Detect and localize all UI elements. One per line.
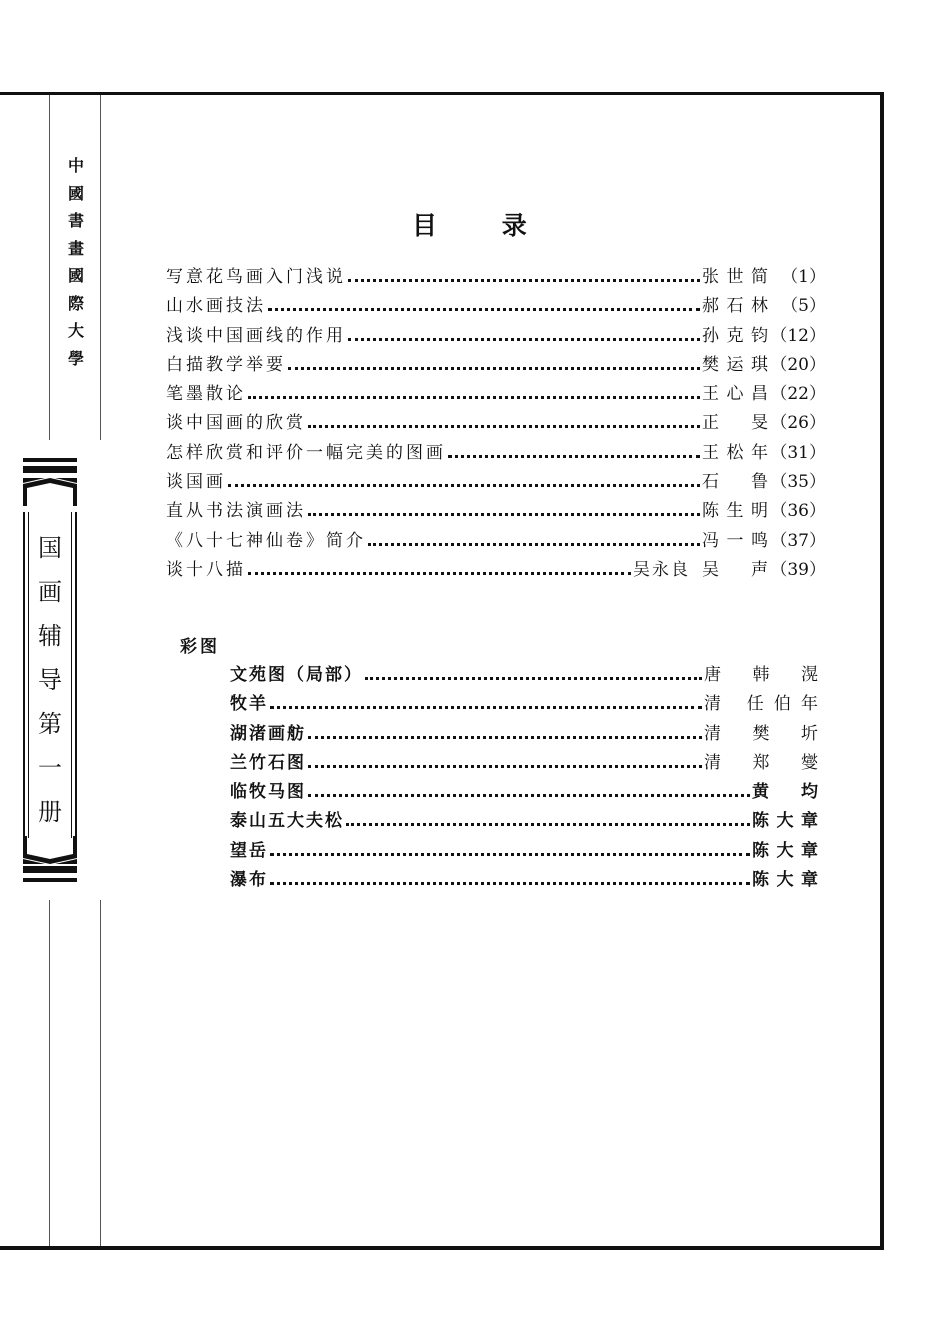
toc-entry bbox=[166, 291, 826, 320]
plate-artist: 黄 均 bbox=[752, 782, 818, 803]
toc-entry-author: 石 鲁 bbox=[702, 472, 768, 493]
toc-entry-title: 谈中国画的欣赏 bbox=[166, 413, 306, 434]
series-char: 第 bbox=[38, 710, 62, 738]
toc-entry bbox=[166, 526, 826, 555]
toc-entry bbox=[166, 467, 826, 496]
toc-entry bbox=[166, 408, 826, 437]
plate-entry bbox=[230, 836, 818, 865]
toc-entry-title: 写意花鸟画入门浅说 bbox=[166, 267, 346, 287]
leader-dots bbox=[270, 853, 750, 856]
leader-dots bbox=[270, 706, 702, 709]
toc-entry-page: （20） bbox=[770, 354, 826, 375]
toc-entry-page: （26） bbox=[770, 413, 826, 434]
series-char: 导 bbox=[38, 666, 62, 694]
toc-entry-title: 怎样欣赏和评价一幅完美的图画 bbox=[166, 442, 446, 463]
plates-list bbox=[230, 660, 818, 894]
leader-dots bbox=[308, 765, 702, 768]
toc-entry-author: 冯一鸣 bbox=[702, 530, 768, 551]
plate-entry bbox=[230, 660, 818, 689]
chevron-down-ornament bbox=[23, 836, 77, 864]
toc-entry bbox=[166, 496, 826, 525]
leader-dots bbox=[268, 308, 700, 311]
toc-entry-author: 陈生明 bbox=[702, 501, 768, 522]
toc-entry bbox=[166, 438, 826, 467]
chevron-up-ornament bbox=[23, 478, 77, 506]
ornament-bar bbox=[23, 866, 77, 873]
leader-dots bbox=[270, 882, 750, 885]
plate-artist: 陈大章 bbox=[752, 840, 818, 861]
toc-entry-title: 浅谈中国画线的作用 bbox=[166, 325, 346, 346]
toc-entry bbox=[166, 555, 826, 584]
series-char: 辅 bbox=[38, 622, 62, 650]
plate-artist: 清 任伯年 bbox=[704, 694, 818, 715]
series-label-box bbox=[23, 512, 77, 838]
spine-char: 國 bbox=[67, 183, 84, 203]
plate-title: 临牧马图 bbox=[230, 782, 306, 803]
toc-entry-page: （39） bbox=[770, 559, 826, 580]
plate-title: 泰山五大夫松 bbox=[230, 811, 344, 832]
leader-dots bbox=[248, 396, 700, 399]
toc-entry-author: 王松年 bbox=[702, 442, 768, 463]
toc-entry-author: 张世简 bbox=[702, 267, 768, 287]
plate-entry bbox=[230, 719, 818, 748]
toc-entry-author: 樊运琪 bbox=[702, 354, 768, 375]
toc-entry-title: 《八十七神仙卷》简介 bbox=[166, 530, 366, 551]
toc-entry bbox=[166, 350, 826, 379]
ornament-bar bbox=[23, 458, 77, 462]
toc-list bbox=[166, 262, 826, 584]
series-char: 国 bbox=[38, 534, 62, 562]
toc-entry-author: 吴 声 bbox=[702, 559, 768, 580]
toc-entry-page: （12） bbox=[770, 325, 826, 346]
toc-entry-page: （5） bbox=[781, 296, 826, 317]
ornament-bar bbox=[23, 466, 77, 473]
toc-entry-title: 谈十八描 bbox=[166, 559, 246, 580]
toc-title: 目 录 bbox=[412, 211, 555, 240]
toc-entry-title: 白描教学举要 bbox=[166, 354, 286, 375]
spine-char: 大 bbox=[67, 321, 84, 340]
toc-entry-title: 直从书法演画法 bbox=[166, 501, 306, 522]
leader-dots bbox=[228, 484, 700, 487]
plate-entry bbox=[230, 806, 818, 835]
toc-entry-page: （1） bbox=[781, 267, 826, 287]
leader-dots bbox=[348, 338, 700, 341]
toc-entry-page: （37） bbox=[770, 530, 826, 551]
leader-dots bbox=[308, 794, 750, 797]
toc-entry-page: （31） bbox=[770, 442, 826, 463]
spine-char: 學 bbox=[67, 348, 84, 368]
plates-heading: 彩图 bbox=[180, 637, 220, 657]
series-char: 一 bbox=[38, 754, 62, 782]
toc-entry-page: （36） bbox=[770, 501, 826, 522]
spine-char: 國 bbox=[67, 266, 84, 285]
spine-vertical-title bbox=[62, 152, 90, 372]
plate-entry bbox=[230, 689, 818, 718]
frame-right-border bbox=[880, 92, 884, 1250]
leader-dots bbox=[365, 677, 702, 680]
toc-entry bbox=[166, 379, 826, 408]
toc-entry-page: （22） bbox=[770, 384, 826, 405]
toc-entry bbox=[166, 321, 826, 350]
plate-artist: 陈大章 bbox=[752, 870, 818, 891]
plate-title: 文苑图（局部） bbox=[230, 665, 363, 685]
plate-entry bbox=[230, 777, 818, 806]
leader-dots bbox=[368, 543, 700, 546]
spine-char: 際 bbox=[67, 293, 84, 313]
plate-artist: 唐 韩 滉 bbox=[704, 665, 818, 685]
toc-entry-author: 郝石林 bbox=[702, 296, 768, 317]
plate-artist: 陈大章 bbox=[752, 811, 818, 832]
leader-dots bbox=[248, 572, 631, 575]
spine-char: 畫 bbox=[67, 238, 84, 258]
plate-entry bbox=[230, 865, 818, 894]
toc-entry-coauthor: 吴永良 bbox=[633, 559, 690, 580]
spine-char: 書 bbox=[67, 211, 84, 230]
toc-entry-title: 谈国画 bbox=[166, 472, 226, 493]
series-char: 册 bbox=[38, 798, 62, 826]
spine-char: 中 bbox=[67, 156, 84, 175]
toc-entry bbox=[166, 262, 826, 291]
toc-entry-title: 山水画技法 bbox=[166, 296, 266, 317]
leader-dots bbox=[348, 279, 700, 282]
plate-title: 望岳 bbox=[230, 840, 268, 861]
toc-entry-author: 王心昌 bbox=[702, 384, 768, 405]
leader-dots bbox=[288, 367, 700, 370]
series-char: 画 bbox=[38, 578, 62, 606]
toc-entry-title: 笔墨散论 bbox=[166, 384, 246, 405]
ornament-bar bbox=[23, 878, 77, 882]
frame-bottom-border bbox=[0, 1246, 884, 1250]
frame-top-border bbox=[0, 92, 884, 95]
plate-title: 牧羊 bbox=[230, 694, 268, 715]
leader-dots bbox=[308, 736, 702, 739]
plate-title: 湖渚画舫 bbox=[230, 723, 306, 744]
leader-dots bbox=[346, 823, 750, 826]
plate-artist: 清 樊 圻 bbox=[704, 723, 818, 744]
leader-dots bbox=[308, 513, 700, 516]
plate-entry bbox=[230, 748, 818, 777]
leader-dots bbox=[448, 455, 700, 458]
plate-artist: 清 郑 燮 bbox=[704, 752, 818, 773]
toc-entry-author: 正 旻 bbox=[702, 413, 768, 434]
toc-entry-author: 孙克钧 bbox=[702, 325, 768, 346]
toc-entry-page: （35） bbox=[770, 472, 826, 493]
leader-dots bbox=[308, 425, 700, 428]
plate-title: 瀑布 bbox=[230, 870, 268, 891]
plate-title: 兰竹石图 bbox=[230, 752, 306, 773]
